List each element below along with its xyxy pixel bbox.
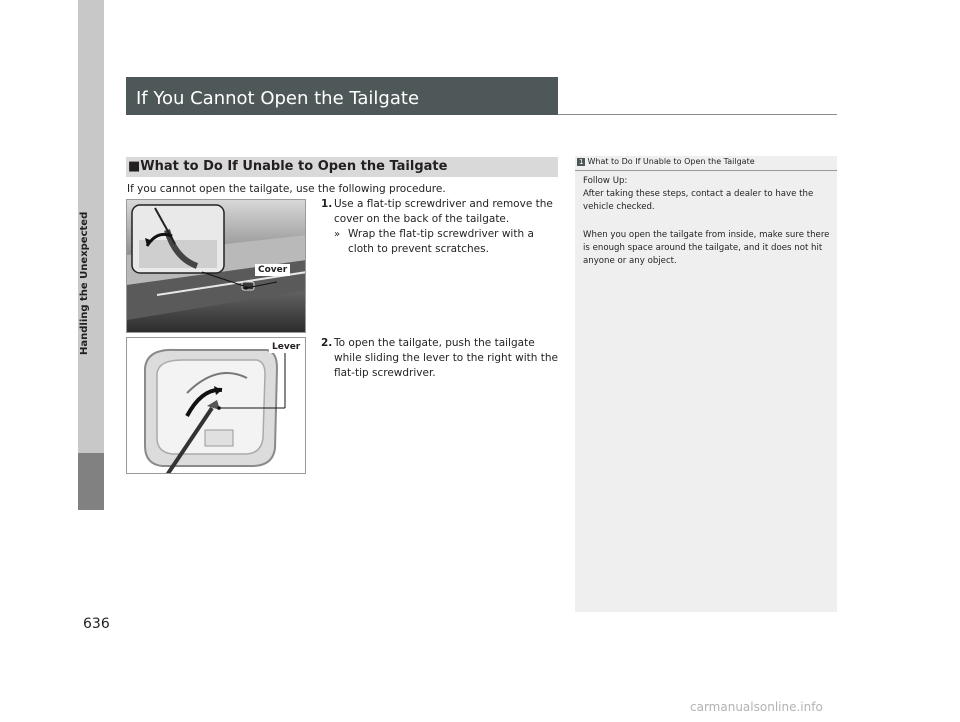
sidebar-note: When you open the tailgate from inside, make sure there is enough space around the tailgate, and it does not hit anyone or any object. — [583, 230, 830, 266]
intro-text: If you cannot open the tailgate, use the following procedure. — [127, 183, 446, 195]
figure-cover — [126, 199, 306, 333]
sidebar-panel — [575, 156, 837, 612]
double-arrow-icon: » — [334, 229, 341, 240]
lever-illustration — [127, 338, 306, 474]
section-heading — [128, 159, 447, 174]
page-title: If You Cannot Open the Tailgate — [136, 88, 420, 109]
step-number: 2. — [321, 337, 333, 349]
section-title: What to Do If Unable to Open the Tailgate — [140, 159, 448, 174]
reference-marker: 1 — [579, 158, 584, 166]
follow-up-text: After taking these steps, contact a dealer to have the vehicle checked. — [583, 189, 814, 212]
watermark: carmanualsonline.info — [690, 700, 823, 714]
step-2 — [321, 336, 561, 381]
title-rule — [558, 114, 837, 115]
follow-up-label: Follow Up: — [583, 176, 628, 186]
cover-callout: Cover — [255, 264, 290, 276]
chapter-label: Handling the Unexpected — [79, 211, 90, 355]
step-1 — [321, 197, 561, 257]
sidebar-heading-text: What to Do If Unable to Open the Tailgate — [587, 157, 755, 166]
step-text: Use a flat-tip screwdriver and remove the cover on the back of the tailgate. — [334, 198, 553, 225]
step-note-text: Wrap the flat-tip screwdriver with a cloth to prevent scratches. — [348, 228, 534, 255]
step-text: To open the tailgate, push the tailgate while sliding the lever to the right with the flat-tip screwdriver. — [334, 337, 558, 379]
step-note — [334, 227, 561, 257]
step-number: 1. — [321, 198, 333, 210]
page-number: 636 — [83, 616, 110, 632]
section-marker: ■ — [128, 159, 141, 174]
lever-callout: Lever — [269, 341, 303, 353]
figure-lever — [126, 337, 306, 474]
sidebar-rule — [575, 170, 837, 171]
sidebar-heading — [577, 157, 755, 166]
chapter-side-tab-marker — [78, 453, 104, 510]
